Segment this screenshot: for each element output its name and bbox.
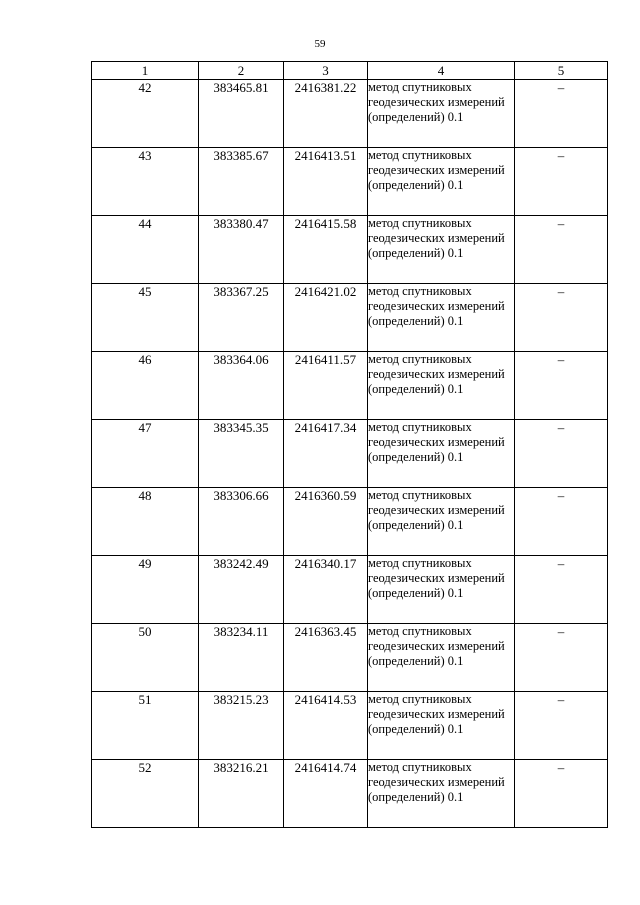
table-row xyxy=(92,624,608,692)
method-cell: метод спутниковых геодезических измерений (определений) 0.1 xyxy=(368,692,515,760)
y-coordinate-cell: 2416381.22 xyxy=(284,80,368,148)
note-cell: – xyxy=(515,760,608,828)
method-cell: метод спутниковых геодезических измерений (определений) 0.1 xyxy=(368,80,515,148)
page-number: 59 xyxy=(314,38,326,50)
x-coordinate-cell: 383380.47 xyxy=(199,216,284,284)
coordinates-table xyxy=(91,61,608,828)
x-coordinate-cell: 383364.06 xyxy=(199,352,284,420)
point-number-cell: 49 xyxy=(92,556,199,624)
method-cell: метод спутниковых геодезических измерений (определений) 0.1 xyxy=(368,760,515,828)
point-number-cell: 48 xyxy=(92,488,199,556)
table-body xyxy=(92,80,608,828)
table-header-row xyxy=(92,62,608,80)
header-col-5: 5 xyxy=(515,62,608,80)
note-cell: – xyxy=(515,352,608,420)
method-cell: метод спутниковых геодезических измерений (определений) 0.1 xyxy=(368,284,515,352)
note-cell: – xyxy=(515,420,608,488)
point-number-cell: 44 xyxy=(92,216,199,284)
point-number-cell: 46 xyxy=(92,352,199,420)
x-coordinate-cell: 383306.66 xyxy=(199,488,284,556)
x-coordinate-cell: 383242.49 xyxy=(199,556,284,624)
point-number-cell: 42 xyxy=(92,80,199,148)
note-cell: – xyxy=(515,556,608,624)
method-cell: метод спутниковых геодезических измерений (определений) 0.1 xyxy=(368,216,515,284)
header-col-3: 3 xyxy=(284,62,368,80)
y-coordinate-cell: 2416421.02 xyxy=(284,284,368,352)
table-row xyxy=(92,80,608,148)
point-number-cell: 51 xyxy=(92,692,199,760)
x-coordinate-cell: 383345.35 xyxy=(199,420,284,488)
x-coordinate-cell: 383385.67 xyxy=(199,148,284,216)
point-number-cell: 43 xyxy=(92,148,199,216)
table-row xyxy=(92,352,608,420)
point-number-cell: 50 xyxy=(92,624,199,692)
y-coordinate-cell: 2416415.58 xyxy=(284,216,368,284)
point-number-cell: 47 xyxy=(92,420,199,488)
table-row xyxy=(92,488,608,556)
method-cell: метод спутниковых геодезических измерений (определений) 0.1 xyxy=(368,352,515,420)
y-coordinate-cell: 2416413.51 xyxy=(284,148,368,216)
method-cell: метод спутниковых геодезических измерений (определений) 0.1 xyxy=(368,624,515,692)
x-coordinate-cell: 383465.81 xyxy=(199,80,284,148)
y-coordinate-cell: 2416414.74 xyxy=(284,760,368,828)
note-cell: – xyxy=(515,488,608,556)
x-coordinate-cell: 383367.25 xyxy=(199,284,284,352)
table-row xyxy=(92,420,608,488)
note-cell: – xyxy=(515,148,608,216)
note-cell: – xyxy=(515,624,608,692)
table-row xyxy=(92,692,608,760)
table-row xyxy=(92,148,608,216)
y-coordinate-cell: 2416360.59 xyxy=(284,488,368,556)
method-cell: метод спутниковых геодезических измерений (определений) 0.1 xyxy=(368,556,515,624)
header-col-4: 4 xyxy=(368,62,515,80)
note-cell: – xyxy=(515,692,608,760)
y-coordinate-cell: 2416414.53 xyxy=(284,692,368,760)
note-cell: – xyxy=(515,216,608,284)
header-col-1: 1 xyxy=(92,62,199,80)
method-cell: метод спутниковых геодезических измерений (определений) 0.1 xyxy=(368,420,515,488)
table-row xyxy=(92,216,608,284)
header-col-2: 2 xyxy=(199,62,284,80)
x-coordinate-cell: 383215.23 xyxy=(199,692,284,760)
table-row xyxy=(92,556,608,624)
y-coordinate-cell: 2416411.57 xyxy=(284,352,368,420)
y-coordinate-cell: 2416340.17 xyxy=(284,556,368,624)
table-row xyxy=(92,284,608,352)
x-coordinate-cell: 383216.21 xyxy=(199,760,284,828)
y-coordinate-cell: 2416417.34 xyxy=(284,420,368,488)
x-coordinate-cell: 383234.11 xyxy=(199,624,284,692)
method-cell: метод спутниковых геодезических измерений (определений) 0.1 xyxy=(368,148,515,216)
point-number-cell: 45 xyxy=(92,284,199,352)
table-row xyxy=(92,760,608,828)
point-number-cell: 52 xyxy=(92,760,199,828)
note-cell: – xyxy=(515,284,608,352)
note-cell: – xyxy=(515,80,608,148)
method-cell: метод спутниковых геодезических измерений (определений) 0.1 xyxy=(368,488,515,556)
y-coordinate-cell: 2416363.45 xyxy=(284,624,368,692)
